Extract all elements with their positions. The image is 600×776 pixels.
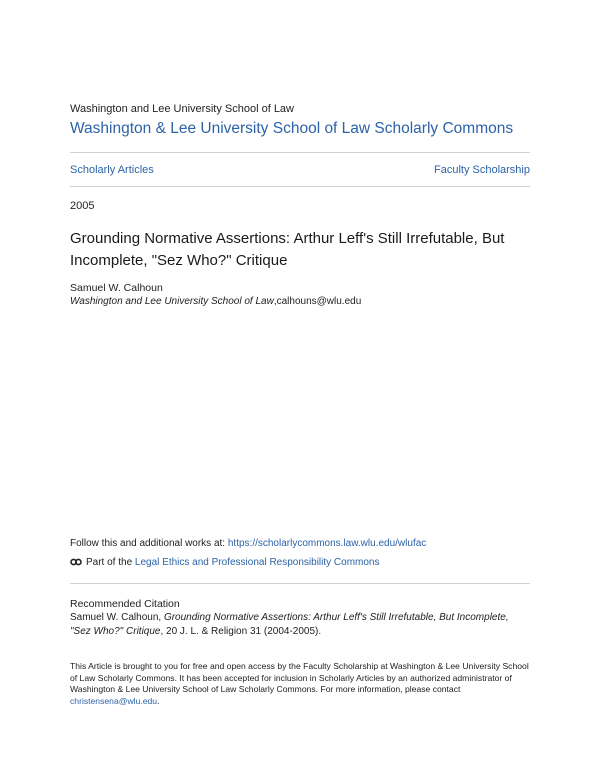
part-of-line bbox=[70, 556, 380, 568]
divider-top bbox=[70, 152, 530, 153]
divider-bottom bbox=[70, 583, 530, 584]
citation-title: Grounding Normative Assertions: Arthur Leff's Still Irrefutable, But Incomplete, "Sez Who?" Critique bbox=[70, 612, 509, 637]
access-notice-text: This Article is brought to you for free and open access by the Faculty Scholarship at Washington & Lee University School of Law Scholarly Commons. It has been accepted for inclusion in Scholarly Articles by an authorized administrator of Washington & Lee University School of Law Scholarly Commons. For more information, please contact bbox=[70, 661, 529, 694]
publication-year: 2005 bbox=[70, 200, 95, 212]
author-name: Samuel W. Calhoun bbox=[70, 282, 163, 294]
affiliation-name: Washington and Lee University School of Law bbox=[70, 296, 274, 307]
recommended-citation-heading: Recommended Citation bbox=[70, 598, 180, 610]
contact-email-link[interactable]: christensena@wlu.edu bbox=[70, 695, 158, 706]
repository-link[interactable]: Washington & Lee University School of Law Scholarly Commons bbox=[70, 120, 514, 137]
citation-rest: , 20 J. L. & Religion 31 (2004-2005). bbox=[160, 626, 322, 637]
affiliation-email: ,calhouns@wlu.edu bbox=[273, 296, 362, 307]
follow-prefix: Follow this and additional works at: bbox=[70, 538, 228, 549]
citation-text bbox=[70, 611, 530, 639]
scholarly-articles-link[interactable]: Scholarly Articles bbox=[70, 164, 154, 176]
access-notice bbox=[70, 661, 530, 707]
divider-nav bbox=[70, 186, 530, 187]
access-notice-end: . bbox=[157, 695, 160, 706]
legal-ethics-commons-link[interactable]: Legal Ethics and Professional Responsibility Commons bbox=[134, 556, 380, 568]
institution-name: Washington and Lee University School of Law bbox=[70, 103, 294, 115]
open-access-icon bbox=[70, 556, 82, 568]
follow-url-link[interactable]: https://scholarlycommons.law.wlu.edu/wlufac bbox=[227, 538, 427, 549]
follow-line bbox=[70, 538, 426, 549]
article-title: Grounding Normative Assertions: Arthur Leff's Still Irrefutable, But Incomplete, "Sez Who?" Critique bbox=[70, 230, 505, 269]
citation-author: Samuel W. Calhoun, bbox=[70, 612, 164, 623]
faculty-scholarship-link[interactable]: Faculty Scholarship bbox=[434, 164, 530, 176]
part-of-prefix: Part of the bbox=[86, 556, 135, 568]
author-affiliation bbox=[70, 296, 361, 307]
